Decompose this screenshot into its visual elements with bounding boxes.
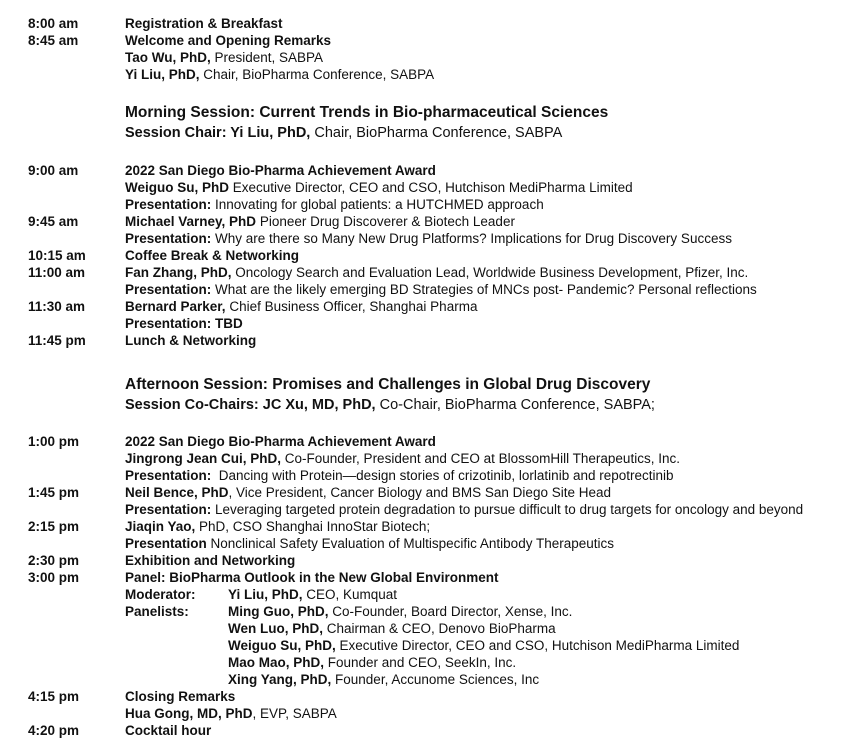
bold-text: Yi Liu, PhD, (228, 587, 303, 602)
time-cell: 2:15 pm (28, 519, 80, 534)
bold-text: 2022 San Diego Bio-Pharma Achievement Award (125, 434, 436, 449)
agenda-row (0, 586, 852, 603)
bold-text: Afternoon Session: Promises and Challenges in Global Drug Discovery (125, 376, 651, 393)
agenda-row (0, 671, 852, 688)
content-cell (125, 196, 852, 213)
content-cell (125, 49, 852, 66)
content-cell (125, 467, 852, 484)
content-cell (125, 722, 852, 739)
content-cell (125, 569, 852, 586)
regular-text: Co-Founder, President and CEO at BlossomHill Therapeutics, Inc. (281, 451, 680, 466)
session-chair-row (0, 395, 852, 415)
regular-text: Chairman & CEO, Denovo BioPharma (323, 621, 556, 636)
regular-text: What are the likely emerging BD Strategies of MNCs post- Pandemic? Personal reflections (211, 282, 757, 297)
agenda-row (0, 654, 852, 671)
content-cell (125, 123, 852, 143)
agenda-schedule (0, 15, 852, 739)
time-cell: 9:45 am (28, 214, 79, 229)
regular-text: Co-Founder, Board Director, Xense, Inc. (328, 604, 573, 619)
time-cell: 11:00 am (28, 265, 86, 280)
agenda-row (0, 298, 852, 315)
bold-text: Session Co-Chairs: JC Xu, MD, PhD, (125, 397, 376, 413)
content-cell (125, 688, 852, 705)
content-cell (125, 15, 852, 32)
agenda-row (0, 179, 852, 196)
section-spacer (0, 349, 852, 375)
bold-text: Neil Bence, PhD (125, 485, 229, 500)
bold-text: Morning Session: Current Trends in Bio-pharmaceutical Sciences (125, 104, 609, 121)
regular-text: , Vice President, Cancer Biology and BMS San Diego Site Head (228, 485, 611, 500)
bold-text: Fan Zhang, PhD, (125, 265, 232, 280)
agenda-row (0, 535, 852, 552)
section-spacer (0, 415, 852, 433)
agenda-row (0, 32, 852, 49)
bold-text: Ming Guo, PhD, (228, 604, 329, 619)
bold-text: Welcome and Opening Remarks (125, 33, 332, 48)
agenda-row (0, 450, 852, 467)
agenda-row (0, 332, 852, 349)
agenda-row (0, 66, 852, 83)
regular-text: Chief Business Officer, Shanghai Pharma (225, 299, 478, 314)
agenda-row (0, 518, 852, 535)
content-cell (125, 433, 852, 450)
regular-text: PhD, CSO Shanghai InnoStar Biotech; (195, 519, 431, 534)
bold-text: Bernard Parker, (125, 299, 226, 314)
time-cell: 11:30 am (28, 299, 86, 314)
regular-text: Pioneer Drug Discoverer & Biotech Leader (256, 214, 515, 229)
time-cell: 11:45 pm (28, 333, 86, 348)
time-cell: 8:00 am (28, 16, 79, 31)
content-cell (125, 586, 852, 603)
agenda-row (0, 230, 852, 247)
content-cell (125, 450, 852, 467)
regular-text: Oncology Search and Evaluation Lead, Worldwide Business Development, Pfizer, Inc. (231, 265, 749, 280)
bold-text: Closing Remarks (125, 689, 236, 704)
section-spacer (0, 83, 852, 103)
content-cell (125, 501, 852, 518)
content-cell (125, 637, 852, 654)
bold-text: Registration & Breakfast (125, 16, 283, 31)
agenda-row (0, 467, 852, 484)
content-cell (125, 552, 852, 569)
content-cell (125, 281, 852, 298)
agenda-row (0, 196, 852, 213)
time-cell: 9:00 am (28, 163, 79, 178)
time-cell: 1:00 pm (28, 434, 80, 449)
regular-text: Chair, BioPharma Conference, SABPA (199, 67, 435, 82)
agenda-row (0, 501, 852, 518)
content-cell (125, 230, 852, 247)
bold-text: Presentation: (125, 502, 212, 517)
bold-text: Hua Gong, MD, PhD (125, 706, 253, 721)
agenda-row (0, 49, 852, 66)
regular-text: , EVP, SABPA (252, 706, 337, 721)
time-cell: 1:45 pm (28, 485, 80, 500)
time-cell: 4:20 pm (28, 723, 80, 738)
time-cell: 10:15 am (28, 248, 86, 263)
content-cell (125, 620, 852, 637)
content-cell (125, 264, 852, 281)
regular-text: Executive Director, CEO and CSO, Hutchison MediPharma Limited (335, 638, 740, 653)
session-heading-row (0, 375, 852, 395)
content-cell (125, 535, 852, 552)
content-cell (125, 162, 852, 179)
content-cell (125, 705, 852, 722)
bold-text: Weiguo Su, PhD (125, 180, 229, 195)
content-cell (125, 213, 852, 230)
bold-text: Presentation: (125, 231, 212, 246)
agenda-row (0, 15, 852, 32)
panel-role-label: Panelists: (125, 604, 189, 619)
agenda-row (0, 637, 852, 654)
regular-text: Dancing with Protein—design stories of crizotinib, lorlatinib and repotrectinib (211, 468, 674, 483)
panel-role-label: Moderator: (125, 587, 196, 602)
bold-text: Lunch & Networking (125, 333, 257, 348)
bold-text: Presentation: (125, 468, 212, 483)
agenda-row (0, 569, 852, 586)
bold-text: Coffee Break & Networking (125, 248, 300, 263)
regular-text: Leveraging targeted protein degradation to pursue difficult to drug targets for oncology and beyond (211, 502, 804, 517)
content-cell (125, 247, 852, 264)
agenda-row (0, 705, 852, 722)
bold-text: Jingrong Jean Cui, PhD, (125, 451, 282, 466)
bold-text: Jiaqin Yao, (125, 519, 196, 534)
bold-text: Panel: BioPharma Outlook in the New Global Environment (125, 570, 499, 585)
content-cell (125, 32, 852, 49)
session-chair-row (0, 123, 852, 143)
regular-text: Nonclinical Safety Evaluation of Multispecific Antibody Therapeutics (206, 536, 614, 551)
content-cell (125, 66, 852, 83)
agenda-row (0, 162, 852, 179)
regular-text: CEO, Kumquat (302, 587, 398, 602)
content-cell (125, 518, 852, 535)
regular-text: Founder, Accunome Sciences, Inc (331, 672, 540, 687)
agenda-row (0, 603, 852, 620)
time-cell: 4:15 pm (28, 689, 80, 704)
content-cell (125, 375, 852, 395)
bold-text: Mao Mao, PhD, (228, 655, 325, 670)
bold-text: 2022 San Diego Bio-Pharma Achievement Award (125, 163, 436, 178)
bold-text: Michael Varney, PhD (125, 214, 257, 229)
session-heading-row (0, 103, 852, 123)
regular-text: Innovating for global patients: a HUTCHMED approach (211, 197, 544, 212)
regular-text: Chair, BioPharma Conference, SABPA (310, 125, 563, 141)
bold-text: Yi Liu, PhD, (125, 67, 200, 82)
agenda-row (0, 247, 852, 264)
bold-text: Exhibition and Networking (125, 553, 296, 568)
agenda-row (0, 620, 852, 637)
bold-text: Weiguo Su, PhD, (228, 638, 336, 653)
content-cell (125, 671, 852, 688)
content-cell (125, 654, 852, 671)
time-cell: 3:00 pm (28, 570, 80, 585)
content-cell (125, 179, 852, 196)
agenda-row (0, 688, 852, 705)
time-cell: 8:45 am (28, 33, 79, 48)
regular-text: Why are there so Many New Drug Platforms? Implications for Drug Discovery Success (211, 231, 732, 246)
bold-text: Wen Luo, PhD, (228, 621, 323, 636)
agenda-row (0, 264, 852, 281)
content-cell (125, 315, 852, 332)
regular-text: Executive Director, CEO and CSO, Hutchison MediPharma Limited (229, 180, 633, 195)
bold-text: Xing Yang, PhD, (228, 672, 332, 687)
content-cell (125, 103, 852, 123)
content-cell (125, 298, 852, 315)
bold-text: Cocktail hour (125, 723, 212, 738)
agenda-row (0, 433, 852, 450)
regular-text: President, SABPA (210, 50, 324, 65)
time-cell: 2:30 pm (28, 553, 80, 568)
bold-text: Session Chair: Yi Liu, PhD, (125, 125, 311, 141)
bold-text: Presentation (125, 536, 207, 551)
content-cell (125, 484, 852, 501)
content-cell (125, 395, 852, 415)
regular-text: Co-Chair, BioPharma Conference, SABPA; (375, 397, 655, 413)
agenda-row (0, 484, 852, 501)
bold-text: Presentation: (125, 197, 212, 212)
bold-text: Presentation: (125, 282, 212, 297)
agenda-row (0, 722, 852, 739)
agenda-row (0, 281, 852, 298)
regular-text: Founder and CEO, SeekIn, Inc. (324, 655, 517, 670)
bold-text: Presentation: TBD (125, 316, 243, 331)
agenda-row (0, 552, 852, 569)
agenda-row (0, 315, 852, 332)
agenda-row (0, 213, 852, 230)
bold-text: Tao Wu, PhD, (125, 50, 211, 65)
content-cell (125, 332, 852, 349)
section-spacer (0, 143, 852, 162)
content-cell (125, 603, 852, 620)
